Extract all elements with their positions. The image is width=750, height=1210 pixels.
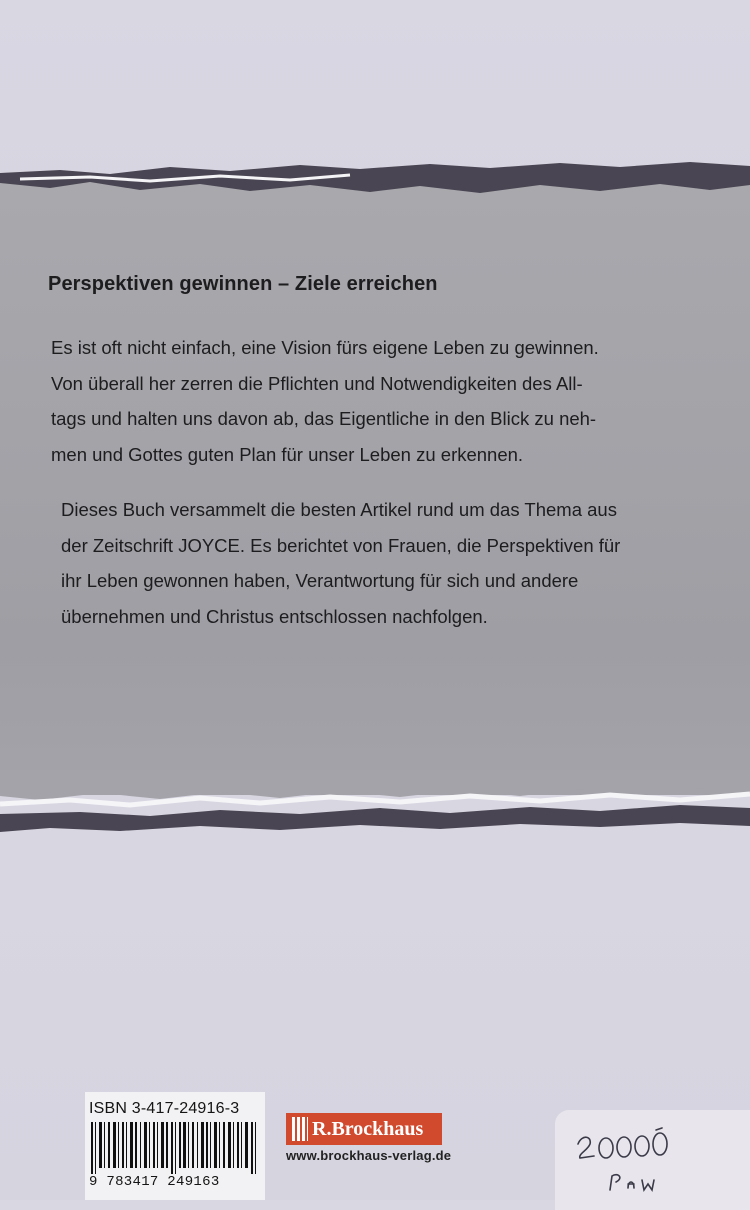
publisher-logo (286, 1113, 442, 1145)
blurb (48, 266, 688, 634)
paragraph-line: ihr Leben gewonnen haben, Verantwortung für sich und andere (61, 570, 579, 591)
paragraph-line: der Zeitschrift JOYCE. Es berichtet von Frauen, die Perspektiven für (61, 534, 621, 556)
blurb-headline: Perspektiven gewinnen – Ziele erreichen (48, 273, 438, 295)
paragraph-line: Dieses Buch versammelt die besten Artikel rund um das Thema aus (61, 499, 617, 520)
isbn-number: ISBN 3-417-24916-3 (89, 1100, 240, 1117)
blurb-paragraph-1 (48, 330, 688, 472)
barcode (89, 1122, 259, 1174)
paragraph-line: übernehmen und Christus entschlossen nachfolgen. (61, 605, 488, 627)
paragraph-line: Von überall her zerren die Pflichten und Notwendigkeiten des All- (51, 372, 583, 394)
paragraph-line: Es ist oft nicht einfach, eine Vision fürs eigene Leben zu gewinnen. (51, 337, 599, 358)
paragraph-line: tags und halten uns davon ab, das Eigentliche in den Blick zu neh- (51, 408, 597, 429)
handwritten-note (570, 1118, 730, 1200)
barcode-digits: 9 783417 249163 (89, 1174, 220, 1190)
publisher-mark-icon (292, 1117, 308, 1141)
paragraph-line: men und Gottes guten Plan für unser Leben zu erkennen. (51, 443, 524, 465)
isbn-barcode-label (85, 1092, 265, 1200)
publisher-url: www.brockhaus-verlag.de (286, 1148, 452, 1163)
blurb-paragraph-2 (48, 492, 688, 634)
publisher-name: R.Brockhaus (312, 1117, 424, 1140)
torn-edge-bottom (0, 770, 750, 845)
